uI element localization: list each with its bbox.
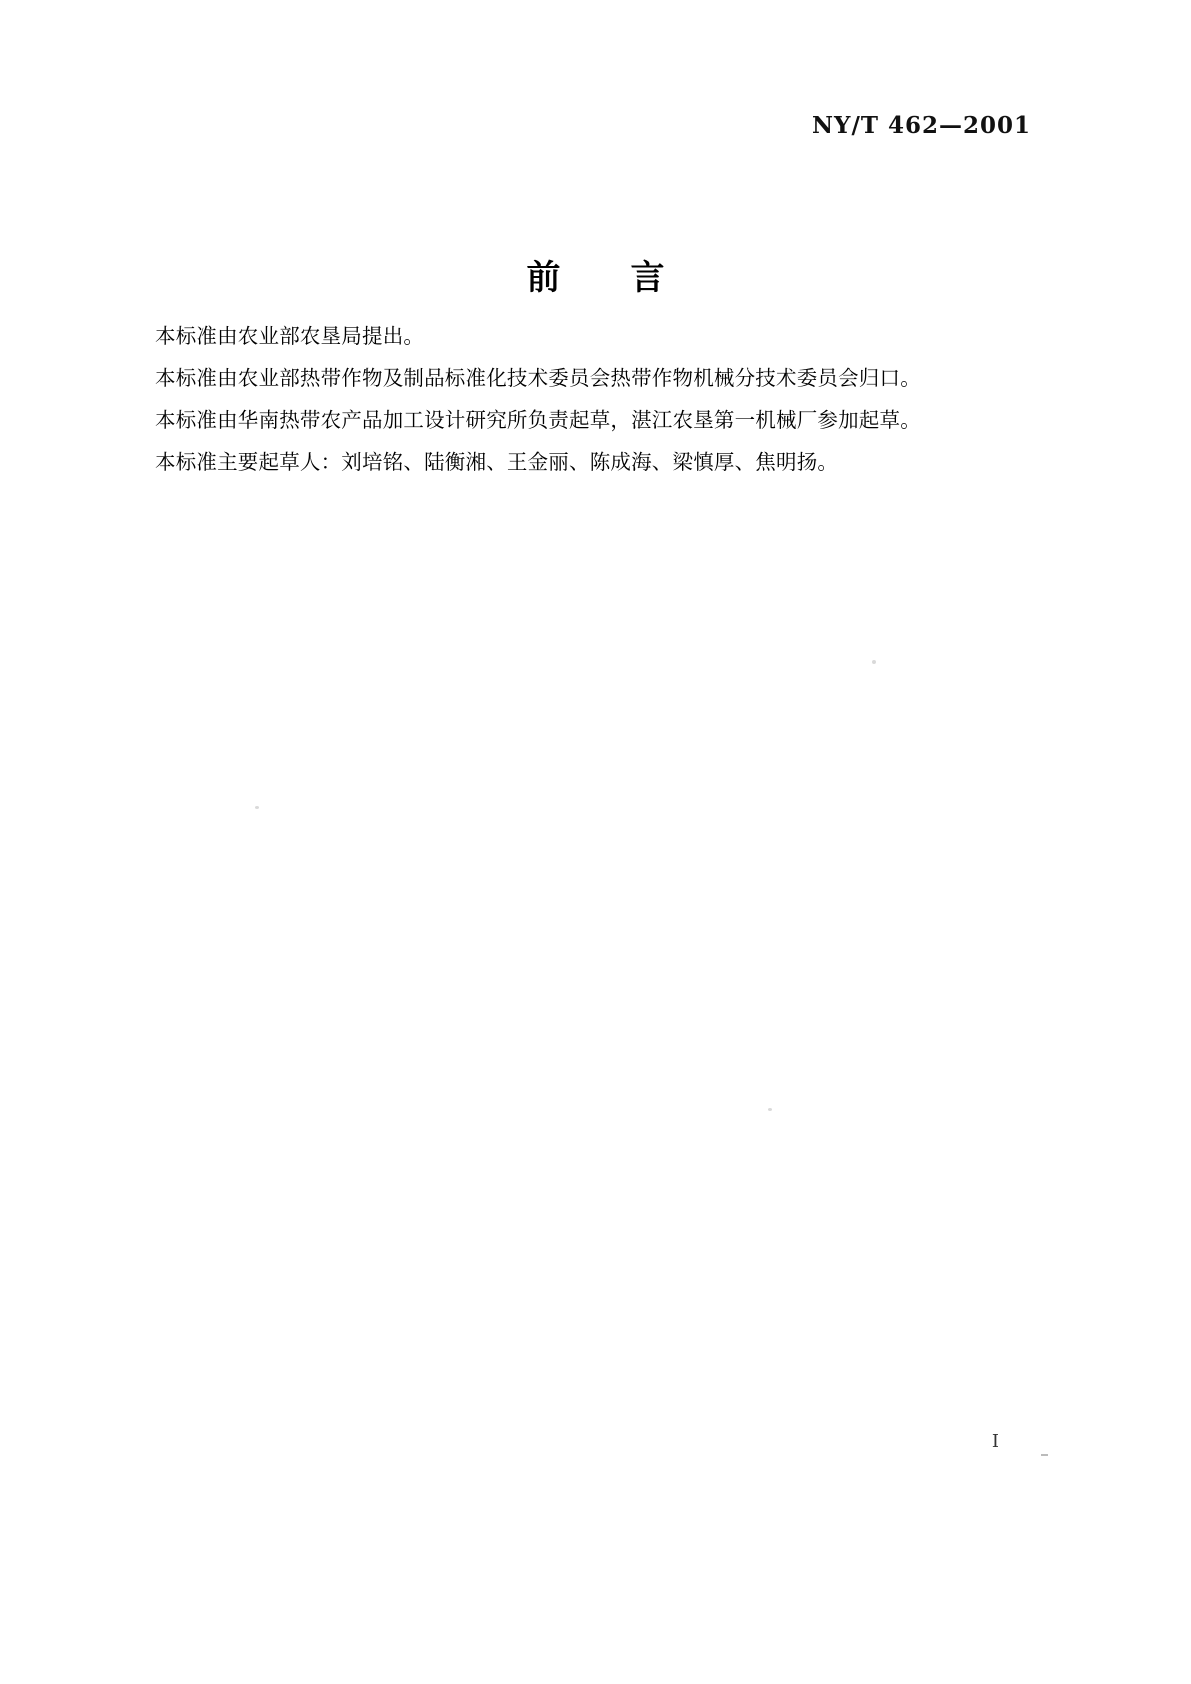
foreword-paragraph: 本标准由农业部热带作物及制品标准化技术委员会热带作物机械分技术委员会归口。: [155, 366, 921, 390]
page-title: [0, 250, 1191, 299]
print-speck: [872, 660, 876, 664]
foreword-paragraph: 本标准由华南热带农产品加工设计研究所负责起草，湛江农垦第一机械厂参加起草。: [155, 408, 921, 432]
print-speck: [255, 806, 259, 809]
page-title-char-1: 前: [526, 258, 561, 298]
foreword-paragraph: 本标准主要起草人：刘培铭、陆衡湘、王金丽、陈成海、梁慎厚、焦明扬。: [155, 450, 839, 474]
standard-number: NY/T 462—2001: [812, 112, 1031, 139]
page-number: I: [991, 1431, 999, 1452]
print-speck: [768, 1108, 772, 1111]
page-title-char-2: 言: [630, 258, 665, 298]
corner-mark: [1041, 1454, 1048, 1456]
foreword-paragraph: 本标准由农业部农垦局提出。: [155, 324, 425, 348]
foreword-body: [155, 320, 1035, 488]
